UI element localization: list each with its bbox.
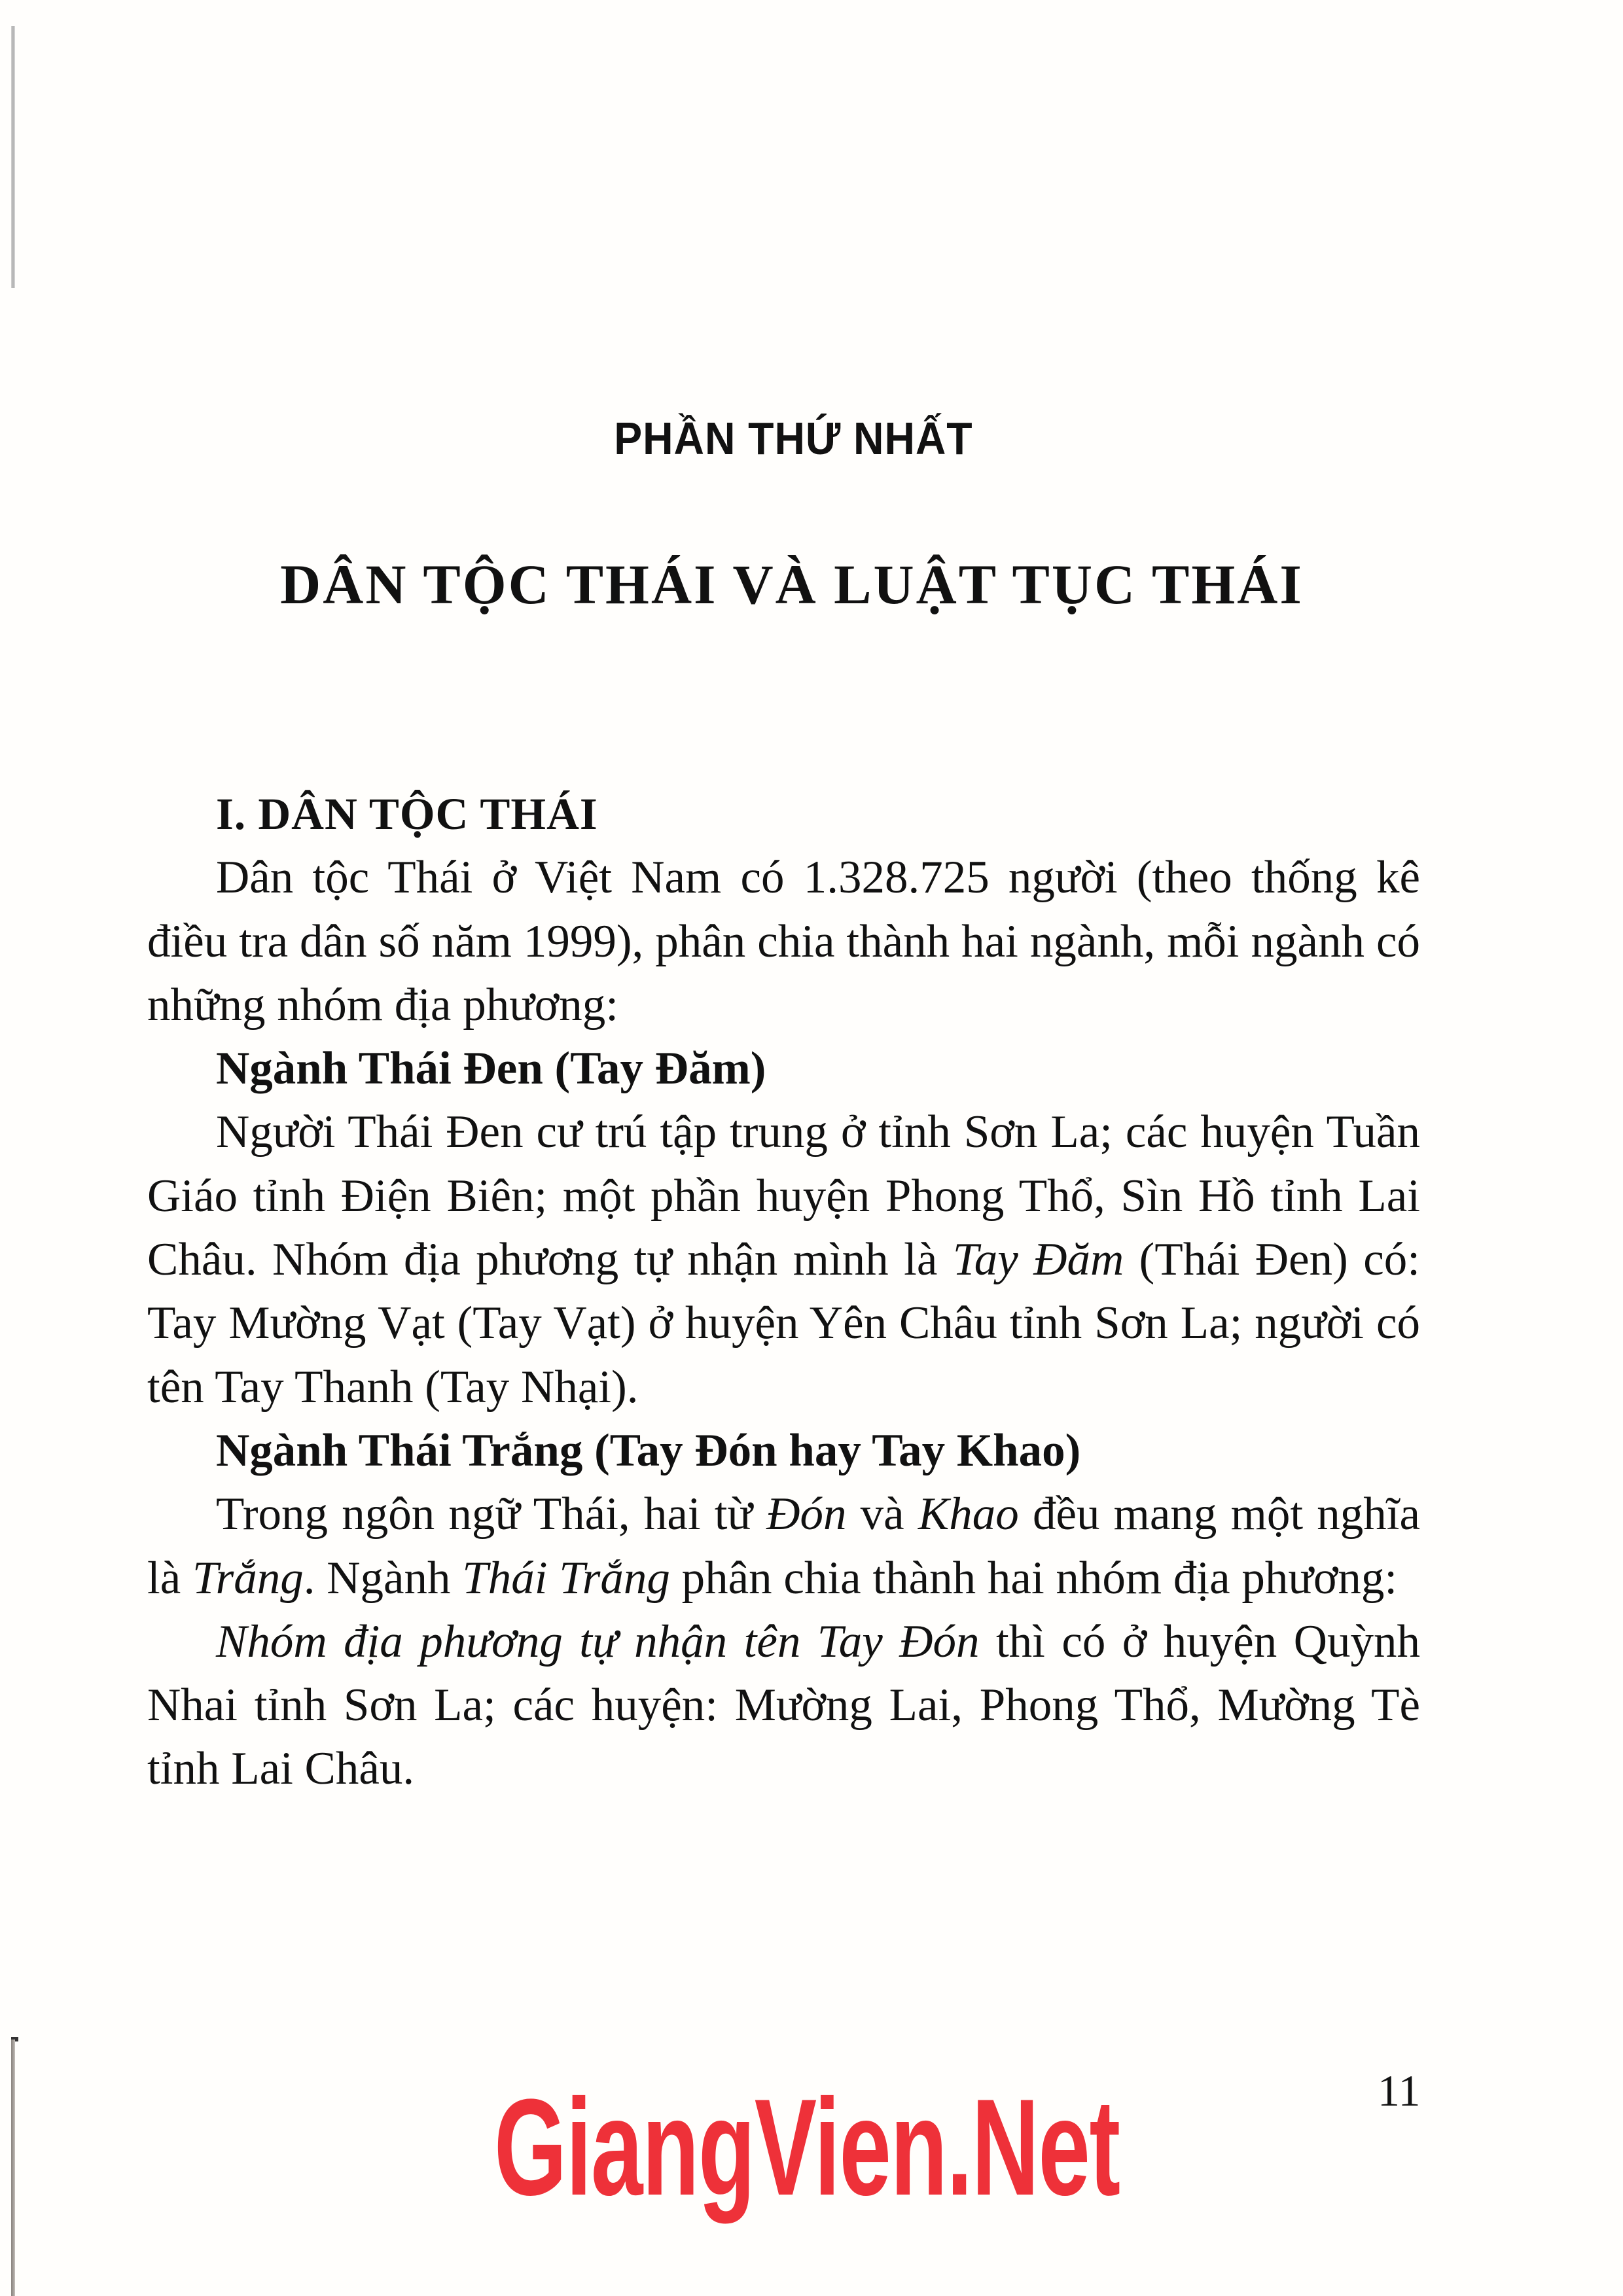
italic-term: Thái Trắng [462, 1552, 670, 1604]
text-run: và [846, 1489, 918, 1540]
italic-term: Nhóm địa phương tự nhận tên Tay Đón [216, 1616, 980, 1667]
text-run: thì có ở huyện Quỳnh Nhai tỉnh Sơn La; các huyện: Mường Lai, Phong Thổ, Mường Tè tỉnh Lai Châu. [147, 1616, 1420, 1795]
italic-term: Tay Đăm [952, 1234, 1124, 1286]
italic-term: Trắng [192, 1552, 304, 1604]
paragraph-black-thai [147, 1101, 1420, 1419]
text-run: Trong ngôn ngữ Thái, hai từ [216, 1489, 767, 1540]
text-run: (Thái Đen) có: Tay Mường Vạt (Tay Vạt) ở huyện Yên Châu tỉnh Sơn La; người có tên Tay Thanh (Tay Nhại). [147, 1234, 1420, 1413]
paragraph-white-thai [147, 1483, 1420, 1610]
subheading-white-thai: Ngành Thái Trắng (Tay Đón hay Tay Khao) [216, 1424, 1081, 1476]
page-binding-edge-bottom [11, 2040, 15, 2296]
italic-term: Đón [766, 1489, 847, 1540]
chapter-title: DÂN TỘC THÁI VÀ LUẬT TỤC THÁI [280, 553, 1304, 616]
body-text [147, 783, 1420, 1801]
paragraph-tay-don-group [147, 1610, 1420, 1801]
subheading-black-thai: Ngành Thái Đen (Tay Đăm) [216, 1043, 766, 1095]
text-run: phân chia thành hai nhóm địa phương: [669, 1552, 1398, 1604]
section-heading: I. DÂN TỘC THÁI [216, 789, 598, 839]
watermark-logo: GiangVien.Net [494, 2070, 1120, 2224]
page-binding-edge-top [11, 26, 15, 288]
page-number: 11 [1378, 2066, 1421, 2115]
paragraph-intro: Dân tộc Thái ở Việt Nam có 1.328.725 người (theo thống kê điều tra dân số năm 1999), phân chia thành hai ngành, mỗi ngành có những nhóm địa phương: [147, 852, 1420, 1031]
part-title: PHẦN THỨ NHẤT [614, 413, 973, 464]
text-run: Người Thái Đen cư trú tập trung ở tỉnh Sơn La; các huyện Tuần Giáo tỉnh Điện Biên; một phần huyện Phong Thổ, Sìn Hồ tỉnh Lai Châu. Nhóm địa phương tự nhận mình là [147, 1106, 1420, 1286]
text-run: . Ngành [303, 1552, 463, 1604]
text-run: đều mang một nghĩa là [147, 1489, 1420, 1604]
italic-term: Khao [918, 1489, 1019, 1540]
